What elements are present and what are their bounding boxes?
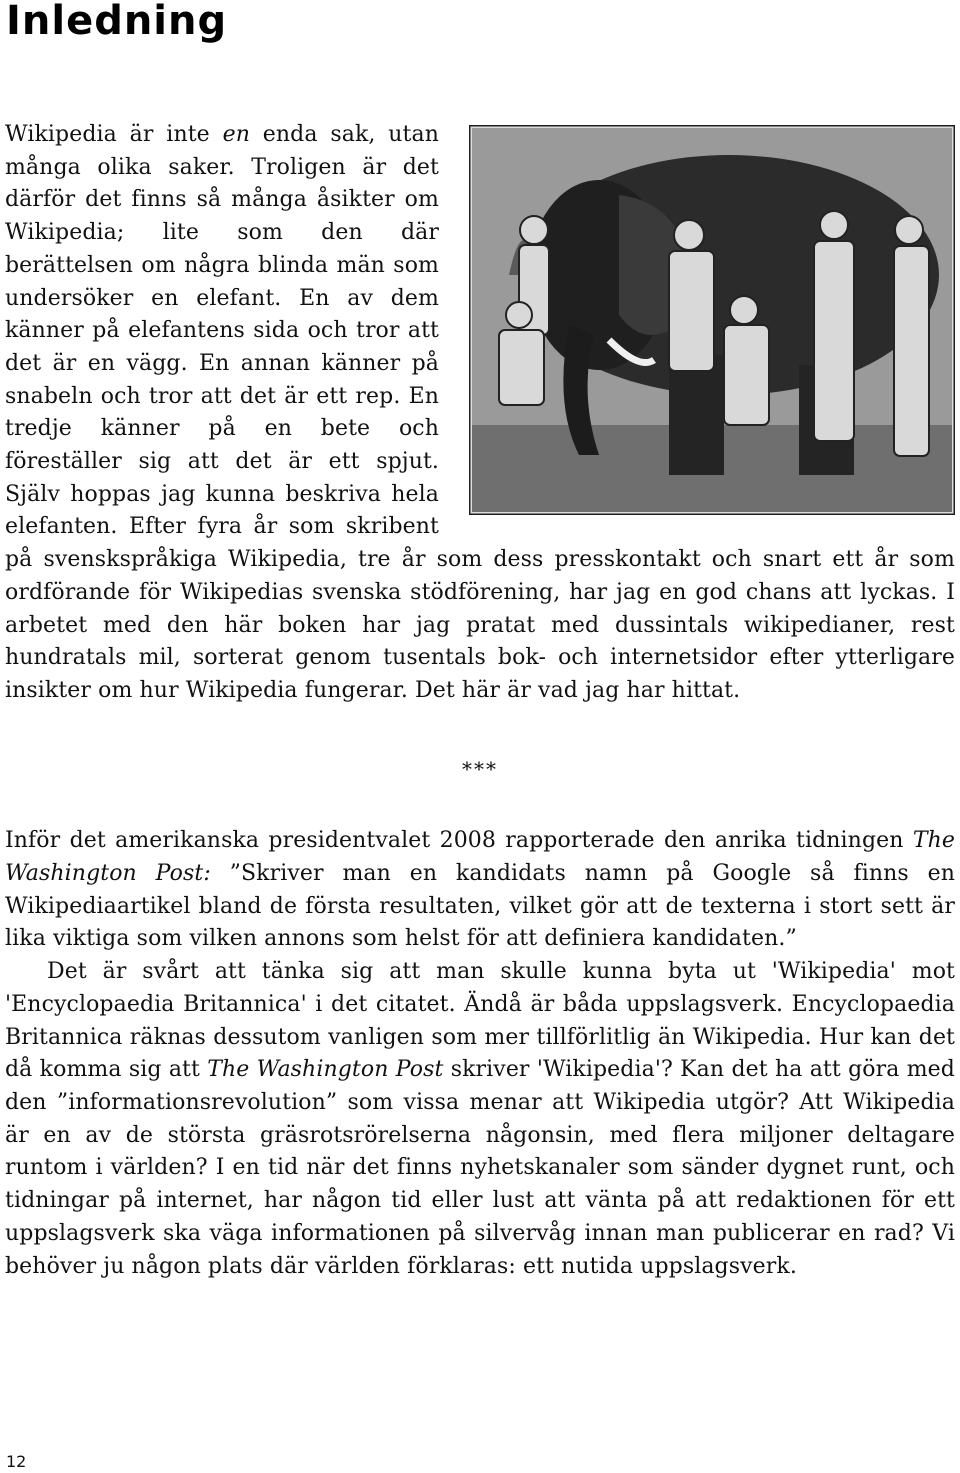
brit-text-1: Det är svårt att tänka sig att man skulle kunna byta ut 'Wikipedia' mot 'Encyclopaedia Britannica' i det citatet. Ändå är båda uppslagsverk. Encyclopaedia Britannica räknas dessutom vanligen som mer tillförlitlig än Wikipedia. Hur kan det då komma sig att <box>5 959 955 1083</box>
wp-text-1: Inför det amerikanska presidentvalet 2008 rapporterade den anrika tidningen <box>5 828 913 854</box>
brit-text-2: skriver 'Wikipedia'? Kan det ha att göra med den ”informationsrevolution” som vissa menar att Wikipedia utgör? Att Wikipedia är en av de största gräsrotsrörelserna någonsin, med flera miljoner deltagare runtom i världen? I en tid när det finns nyhetskanaler som sänder dygnet runt, och tidningar på internet, har någon tid eller lust att vänta på att redaktionen för ett uppslagsverk ska väga informationen på silvervåg innan man publicerar en rad? Vi behöver ju någon plats där världen förklaras: ett nutida uppslagsverk. <box>5 1057 955 1279</box>
page-number: 12 <box>6 1452 27 1471</box>
intro-text-2: enda sak, utan många olika saker. Troligen är det därför det finns så många åsikter om Wikipedia; lite som den där berättelsen om några blinda män som undersöker en elefant. En av dem känner på elefantens sida och tror att det är en vägg. En annan känner på snabeln och tror att det är ett rep. En tredje känner på en bete och föreställer sig att det är ett spjut. Själv hoppas jag kunna beskriva hela elefanten. Efter fyra år som skribent på svenskspråkiga Wikipedia, tre år som dess presskontakt och snart ett år som ordförande för Wikipedias svenska stödförening, har jag en god chans att lyckas. I arbetet med den här boken har jag pratat med dussintals wikipedianer, rest hundratals mil, sorterat genom tusentals bok- och internetsidor efter ytterligare insikter om hur Wikipedia fungerar. Det här är vad jag har hittat. <box>5 122 955 703</box>
blind-men-and-elephant-illustration <box>469 125 955 515</box>
chapter-heading: Inledning <box>6 0 228 44</box>
britannica-paragraph <box>5 956 955 1283</box>
section-separator: *** <box>462 756 498 781</box>
body-text <box>5 119 955 1283</box>
washington-post-paragraph <box>5 825 955 956</box>
wp-text-2: ”Skriver man en kandidats namn på Google så finns en Wikipediaartikel bland de första resultaten, vilket gör att de texterna i stort sett är lika viktiga som vilken annons som helst för att definiera kandidaten.” <box>5 861 955 952</box>
intro-paragraph <box>5 119 955 708</box>
brit-wp-title: The Washington Post <box>207 1057 444 1083</box>
intro-emphasis: en <box>222 122 250 147</box>
wp-title: The Washington Post: <box>5 828 955 887</box>
intro-text-1: Wikipedia är inte <box>5 122 223 147</box>
